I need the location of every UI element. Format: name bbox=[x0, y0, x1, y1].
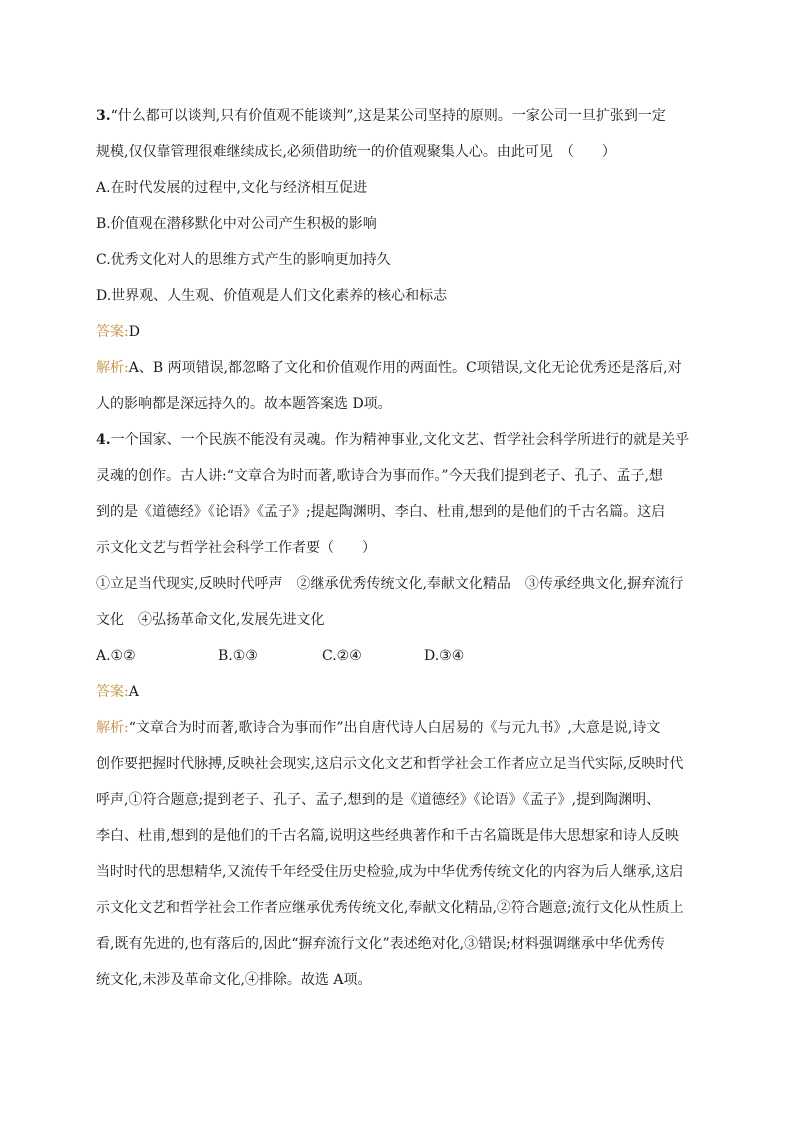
q4-analysis-label: 解析: bbox=[96, 720, 129, 736]
q4-choice-c: C.②④ bbox=[322, 648, 362, 664]
q3-option-b: B.价值观在潜移默化中对公司产生积极的影响 bbox=[96, 216, 377, 232]
q3-number: 3. bbox=[96, 108, 111, 124]
q4-analysis-line-4: 李白、杜甫,想到的是他们的千古名篇,说明这些经典著作和千古名篇既是伟大思想家和诗人反映 bbox=[96, 828, 679, 844]
q4-stem-line-3: 到的是《道德经》《论语》《孟子》;提起陶渊明、李白、杜甫,想到的是他们的千古名篇。这启 bbox=[96, 504, 666, 520]
q3-stem-line-2: 规模,仅仅靠管理很难继续成长,必须借助统一的价值观聚集人心。由此可见 （ ） bbox=[96, 144, 616, 160]
q3-answer-value: D bbox=[128, 324, 140, 340]
q3-stem-line-1: 3.“什么都可以谈判,只有价值观不能谈判”,这是某公司坚持的原则。一家公司一旦扩张到一定 bbox=[96, 108, 666, 124]
q4-statement-line-2: 文化 ④弘扬革命文化,发展先进文化 bbox=[96, 612, 325, 628]
q4-number: 4. bbox=[96, 432, 111, 448]
q4-analysis-line-2: 创作要把握时代脉搏,反映社会现实,这启示文化文艺和哲学社会工作者应立足当代实际,反映时代 bbox=[96, 756, 684, 772]
q4-analysis-line-3: 呼声,①符合题意;提到老子、孔子、孟子,想到的是《道德经》《论语》《孟子》,提到陶渊明、 bbox=[96, 792, 661, 808]
q3-analysis-label: 解析: bbox=[96, 360, 129, 376]
q4-statement-line-1: ①立足当代现实,反映时代呼声 ②继承优秀传统文化,奉献文化精品 ③传承经典文化,摒弃流行 bbox=[96, 576, 684, 592]
q3-analysis-line-1: 解析:A、B 两项错误,都忽略了文化和价值观作用的两面性。C项错误,文化无论优秀还是落后,对 bbox=[96, 360, 682, 376]
q3-answer bbox=[96, 314, 696, 350]
q3-option-a: A.在时代发展的过程中,文化与经济相互促进 bbox=[96, 180, 368, 196]
q4-choices bbox=[96, 638, 696, 674]
q4-analysis-line-8: 统文化,未涉及革命文化,④排除。故选 A项。 bbox=[96, 972, 372, 988]
q4-analysis-line-1: 解析:“文章合为时而著,歌诗合为事而作”出自唐代诗人白居易的《与元九书》,大意是说,诗文 bbox=[96, 720, 661, 736]
q4-stem-line-4: 示文化文艺与哲学社会科学工作者要（ ） bbox=[96, 540, 376, 556]
q4-answer bbox=[96, 674, 696, 710]
q3-option-c: C.优秀文化对人的思维方式产生的影响更加持久 bbox=[96, 252, 391, 268]
question-4 bbox=[96, 422, 696, 998]
question-3 bbox=[96, 98, 696, 422]
q4-stem-line-2: 灵魂的创作。古人讲:“文章合为时而著,歌诗合为事而作。”今天我们提到老子、孔子、孟子,想 bbox=[96, 468, 663, 484]
q3-analysis-line-2: 人的影响都是深远持久的。故本题答案选 D项。 bbox=[96, 396, 392, 412]
q4-choice-b: B.①③ bbox=[218, 648, 258, 664]
q3-answer-label: 答案: bbox=[96, 324, 129, 340]
q3-option-d: D.世界观、人生观、价值观是人们文化素养的核心和标志 bbox=[96, 288, 448, 304]
q4-analysis-line-7: 看,既有先进的,也有落后的,因此“摒弃流行文化”表述绝对化,③错误;材料强调继承中华优秀传 bbox=[96, 936, 665, 952]
q4-choice-a: A.①② bbox=[96, 648, 136, 664]
q4-stem-line-1: 4.一个国家、一个民族不能没有灵魂。作为精神事业,文化文艺、哲学社会科学所进行的就是关乎 bbox=[96, 432, 690, 448]
q4-answer-value: A bbox=[128, 684, 139, 700]
q4-answer-label: 答案: bbox=[96, 684, 129, 700]
q4-analysis-line-6: 示文化文艺和哲学社会工作者应继承优秀传统文化,奉献文化精品,②符合题意;流行文化从性质上 bbox=[96, 900, 684, 916]
q4-choice-d: D.③④ bbox=[424, 648, 465, 664]
q4-analysis-line-5: 当时时代的思想精华,又流传千年经受住历史检验,成为中华优秀传统文化的内容为后人继承,这启 bbox=[96, 864, 684, 880]
